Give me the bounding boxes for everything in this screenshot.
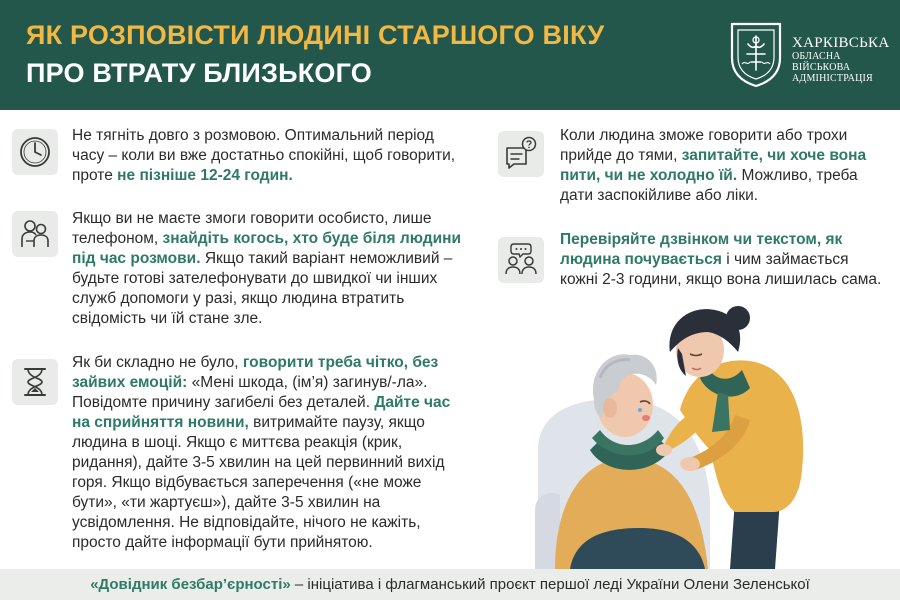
page-title	[26, 16, 604, 92]
tip-5-text	[560, 230, 890, 290]
tip-3-part-2: «Мені шкода, (ім’я) загинув/-ла». Повідомте причину загибелі без деталей.	[72, 374, 428, 411]
tip-5-icon-box	[498, 237, 544, 283]
clock-icon	[12, 129, 58, 175]
organization-name	[792, 35, 900, 84]
tip-4-icon-box	[498, 131, 544, 177]
org-line-3: АДМІНІСТРАЦІЯ	[792, 73, 873, 84]
tip-2-text	[72, 209, 462, 329]
people-talk-icon	[498, 237, 544, 283]
tip-1-highlight: не пізніше 12-24 годин.	[117, 167, 293, 184]
tip-3-highlight-2: Дайте час на сприйняття новини,	[72, 394, 451, 431]
people-support-icon	[12, 211, 58, 257]
tip-5-highlight: Перевіряйте дзвінком чи текстом, як людина почувається	[560, 231, 843, 268]
tip-4-highlight: запитайте, чи хоче вона пити, чи не холодно їй.	[560, 147, 867, 184]
tip-2-icon-box	[12, 211, 58, 257]
title-line-2: ПРО ВТРАТУ БЛИЗЬКОГО	[26, 58, 372, 88]
tip-1-icon-box	[12, 129, 58, 175]
tip-3-part-1: Як би складно не було,	[72, 354, 243, 371]
tip-1-part-1: Не тягніть довго з розмовою. Оптимальний період часу – коли ви вже достатньо спокійні, щоб говорити, проте	[72, 127, 456, 184]
footer-bar	[0, 569, 900, 600]
comforting-elderly-illustration	[530, 300, 860, 569]
chat-question-icon	[498, 131, 544, 177]
tip-2-highlight: знайдіть когось, хто буде біля людини під час розмови.	[72, 230, 461, 267]
tip-1-text	[72, 126, 462, 186]
kharkiv-emblem-icon	[727, 20, 785, 88]
header-banner	[0, 0, 900, 110]
org-line-1: ХАРКІВСЬКА	[792, 35, 890, 51]
tip-4-text	[560, 126, 885, 206]
tip-4-part-1: Коли людина зможе говорити або трохи прийде до тями,	[560, 127, 848, 164]
footer-initiative-name: «Довідник безбар’єрності»	[90, 576, 291, 593]
title-line-1: ЯК РОЗПОВІСТИ ЛЮДИНІ СТАРШОГО ВІКУ	[26, 20, 605, 50]
tip-3-part-3: витримайте паузу, якщо людина в шоці. Якщо є миттєва реакція (крик, ридання), дайте 3-5 хвилин на цей первинний вихід горя. Якщо відбувається заперечення («не може бути», «ти жартуєш»), дайте 3-5 хвилин на усвідомлення. Не відповідайте, нічого не кажіть, просто дайте інформації бути прийнятою.	[72, 414, 445, 551]
tip-3-icon-box	[12, 359, 58, 405]
tip-2-part-2: Якщо такий варіант неможливий – будьте готові зателефонувати до швидкої чи інших служб допомоги у разі, якщо людина втратить свідомість чи їй стане зле.	[72, 250, 453, 327]
hourglass-icon	[12, 359, 58, 405]
footer-text: – ініціатива і флагманський проєкт першої леді України Олени Зеленської	[290, 576, 810, 593]
tip-5-part-1: і чим займається кожні 2-3 години, якщо вона лишилась сама.	[560, 251, 882, 288]
org-line-2: ОБЛАСНА ВІЙСЬКОВА	[792, 51, 851, 73]
tip-2-part-1: Якщо ви не маєте змоги говорити особисто, лише телефоном,	[72, 210, 432, 247]
tip-3-highlight-1: говорити треба чітко, без зайвих емоцій:	[72, 354, 439, 391]
tip-4-part-2: Можливо, треба дати заспокійливе або ліки.	[560, 167, 858, 204]
tip-3-text	[72, 353, 462, 553]
